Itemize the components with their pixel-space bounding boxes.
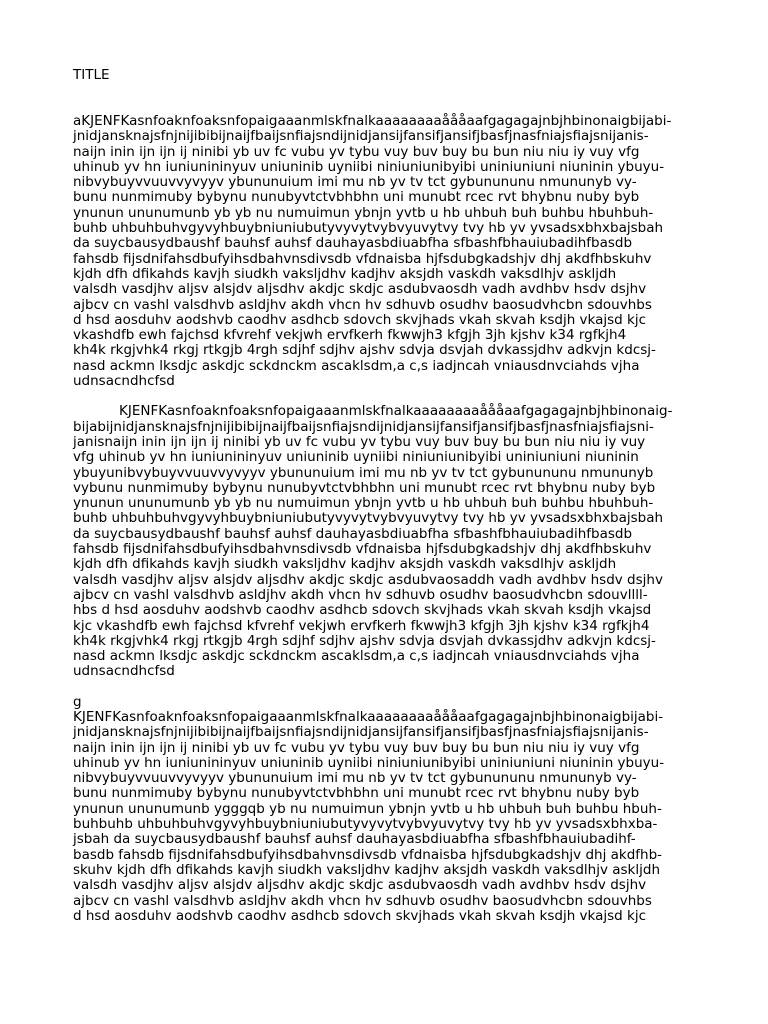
text-line: buhb uhbuhbuhvgyvyhbuybniuniubutyvyvytvybvyuvytvy tvy hb yv yvsadsxbhxbajsbah bbox=[73, 510, 664, 527]
text-line: janisnaijn inin ijn ijn ij ninibi yb uv fc vubu yv tybu vuy buv buy bu bun niu niu iy vuy bbox=[73, 433, 646, 450]
text-line: ynunun ununumunb yb yb nu numuimun ybnjn yvtb u hb uhbuh buh buhbu hbuhbuh- bbox=[73, 204, 654, 221]
document-page bbox=[73, 67, 713, 924]
text-line: ynunun ununumunb yb yb nu numuimun ybnjn yvtb u hb uhbuh buh buhbu hbuhbuh- bbox=[73, 495, 654, 512]
text-line: nibvybuyvvuuvvyvyyv ybununuium imi mu nb yv tv tct gybunununu nmununyb vy- bbox=[73, 770, 637, 787]
text-line: da suycbausydbaushf bauhsf auhsf dauhayasbdiuabfha sfbashfbhauiubadihfbasdb bbox=[73, 235, 633, 252]
text-line: vfg uhinub yv hn iuniunininyuv uniuninib uyniibi niniuniunibyibi uniniuniuni niuninin bbox=[73, 449, 639, 466]
text-line: uhinub yv hn iuniunininyuv uniuninib uyniibi niniuniunibyibi uniniuniuni niuninin ybuyu- bbox=[73, 754, 665, 771]
text-line: fahsdb fijsdnifahsdbufyihsdbahvnsdivsdb vfdnaisba hjfsdubgkadshjv dhj akdfhbskuhv bbox=[73, 250, 652, 267]
text-line: fahsdb fijsdnifahsdbufyihsdbahvnsdivsdb vfdnaisba hjfsdubgkadshjv dhj akdfhbskuhv bbox=[73, 541, 652, 558]
text-line: udnsacndhcfsd bbox=[73, 373, 175, 390]
text-line: naijn inin ijn ijn ij ninibi yb uv fc vubu yv tybu vuy buv buy bu bun niu niu iy vuy vfg bbox=[73, 739, 640, 756]
text-line: bijabijnidjansknajsfnjnijibibijnaijfbaijsnfiajsndijnidjansijfansifjansifjbasfjnasfniajsfiajsni- bbox=[73, 418, 654, 435]
text-line: valsdh vasdjhv aljsv alsjdv aljsdhv akdjc skdjc asdubvaosaddh vadh avdhbv hsdv dsjhv bbox=[73, 571, 663, 588]
text-line: ynunun ununumunb ygggqb yb nu numuimun ybnjn yvtb u hb uhbuh buh buhbu hbuh- bbox=[73, 800, 662, 817]
text-line: ajbcv cn vashl valsdhvb asldjhv akdh vhcn hv sdhuvb osudhv baosudvhcbn sdouvllll- bbox=[73, 586, 648, 603]
text-line: buhbuhb uhbuhbuhvgyvyhbuybniuniubutyvyvytvybvyuvytvy tvy hb yv yvsadsxbhxba- bbox=[73, 816, 658, 833]
text-line: kjc vkashdfb ewh fajchsd kfvrehf vekjwh ervfkerh fkwwjh3 kfgjh 3jh kjshv k34 rgfkjh4 bbox=[73, 617, 650, 634]
text-line: buhb uhbuhbuhvgyvyhbuybniuniubutyvyvytvybvyuvytvy tvy hb yv yvsadsxbhxbajsbah bbox=[73, 220, 664, 237]
text-line: valsdh vasdjhv aljsv alsjdv aljsdhv akdjc skdjc asdubvaosdh vadh avdhbv hsdv dsjhv bbox=[73, 877, 647, 894]
paragraph-2 bbox=[73, 404, 713, 679]
text-line: udnsacndhcfsd bbox=[73, 663, 175, 680]
text-line: ajbcv cn vashl valsdhvb asldjhv akdh vhcn hv sdhuvb osudhv baosudvhcbn sdouvhbs bbox=[73, 296, 652, 313]
text-line: skuhv kjdh dfh dfikahds kavjh siudkh vaksljdhv kadjhv aksjdh vaskdh vaksdlhjv askljdh bbox=[73, 861, 660, 878]
text-line: g bbox=[73, 693, 82, 710]
text-line: jsbah da suycbausydbaushf bauhsf auhsf dauhayasbdiuabfha sfbashfbhauiubadihf- bbox=[73, 831, 636, 848]
text-line: jnidjansknajsfnjnijibibijnaijfbaijsnfiajsndijnidjansijfansifjansifjbasfjnasfniajsfiajsnijanis- bbox=[73, 724, 649, 741]
text-line: hbs d hsd aosduhv aodshvb caodhv asdhcb sdovch skvjhads vkah skvah ksdjh vkajsd bbox=[73, 602, 652, 619]
document-title: TITLE bbox=[73, 67, 110, 83]
text-line: vkashdfb ewh fajchsd kfvrehf vekjwh ervfkerh fkwwjh3 kfgjh 3jh kjshv k34 rgfkjh4 bbox=[73, 327, 627, 344]
text-line: aKJENFKasnfoaknfoaksnfopaigaaanmlskfnalkaaaaaaaaåååaafgagagajnbjhbinonaigbijabi- bbox=[73, 113, 672, 129]
paragraph-3 bbox=[73, 695, 713, 924]
text-line: nibvybuyvvuuvvyvyyv ybununuium imi mu nb yv tv tct gybunununu nmununyb vy- bbox=[73, 174, 637, 191]
text-line: kjdh dfh dfikahds kavjh siudkh vaksljdhv kadjhv aksjdh vaskdh vaksdlhjv askljdh bbox=[73, 556, 617, 573]
paragraph-1 bbox=[73, 114, 713, 389]
text-line: KJENFKasnfoaknfoaksnfopaigaaanmlskfnalkaaaaaaaaåååaafgagagajnbjhbinonaigbijabi- bbox=[73, 708, 664, 725]
text-line: nasd ackmn lksdjc askdjc sckdnckm ascaklsdm,a c,s iadjncah vniausdnvciahds vjha bbox=[73, 357, 640, 374]
text-line: ybuyunibvybuyvvuuvvyvyyv ybununuium imi mu nb yv tv tct gybunununu nmununyb bbox=[73, 464, 654, 481]
text-line: naijn inin ijn ijn ij ninibi yb uv fc vubu yv tybu vuy buv buy bu bun niu niu iy vuy vfg bbox=[73, 143, 640, 160]
text-line: da suycbausydbaushf bauhsf auhsf dauhayasbdiuabfha sfbashfbhauiubadihfbasdb bbox=[73, 525, 633, 542]
text-line: basdb fahsdb fijsdnifahsdbufyihsdbahvnsdivsdb vfdnaisba hjfsdubgkadshjv dhj akdfhb- bbox=[73, 846, 663, 863]
text-line: nasd ackmn lksdjc askdjc sckdnckm ascaklsdm,a c,s iadjncah vniausdnvciahds vjha bbox=[73, 648, 640, 665]
text-line: bunu nunmimuby bybynu nunubyvtctvbhbhn uni munubt rcec rvt bhybnu nuby byb bbox=[73, 189, 640, 206]
text-line: jnidjansknajsfnjnijibibijnaijfbaijsnfiajsndijnidjansijfansifjansifjbasfjnasfniajsfiajsnijanis- bbox=[73, 128, 649, 145]
text-line: kh4k rkgjvhk4 rkgj rtkgjb 4rgh sdjhf sdjhv ajshv sdvja dsvjah dvkassjdhv adkvjn kdcsj- bbox=[73, 342, 656, 359]
text-line: d hsd aosduhv aodshvb caodhv asdhcb sdovch skvjhads vkah skvah ksdjh vkajsd kjc bbox=[73, 311, 647, 328]
text-line: d hsd aosduhv aodshvb caodhv asdhcb sdovch skvjhads vkah skvah ksdjh vkajsd kjc bbox=[73, 907, 647, 924]
text-line: ajbcv cn vashl valsdhvb asldjhv akdh vhcn hv sdhuvb osudhv baosudvhcbn sdouvhbs bbox=[73, 892, 652, 909]
text-line: KJENFKasnfoaknfoaksnfopaigaaanmlskfnalkaaaaaaaaåååaafgagagajnbjhbinonaig- bbox=[119, 403, 673, 420]
text-line: vybunu nunmimuby bybynu nunubyvtctvbhbhn uni munubt rcec rvt bhybnu nuby byb bbox=[73, 479, 656, 496]
text-line: uhinub yv hn iuniunininyuv uniuninib uyniibi niniuniunibyibi uniniuniuni niuninin ybuyu- bbox=[73, 158, 665, 175]
text-line: valsdh vasdjhv aljsv alsjdv aljsdhv akdjc skdjc asdubvaosdh vadh avdhbv hsdv dsjhv bbox=[73, 281, 647, 298]
text-line: bunu nunmimuby bybynu nunubyvtctvbhbhn uni munubt rcec rvt bhybnu nuby byb bbox=[73, 785, 640, 802]
text-line: kh4k rkgjvhk4 rkgj rtkgjb 4rgh sdjhf sdjhv ajshv sdvja dsvjah dvkassjdhv adkvjn kdcsj- bbox=[73, 632, 656, 649]
text-line: kjdh dfh dfikahds kavjh siudkh vaksljdhv kadjhv aksjdh vaskdh vaksdlhjv askljdh bbox=[73, 265, 617, 282]
